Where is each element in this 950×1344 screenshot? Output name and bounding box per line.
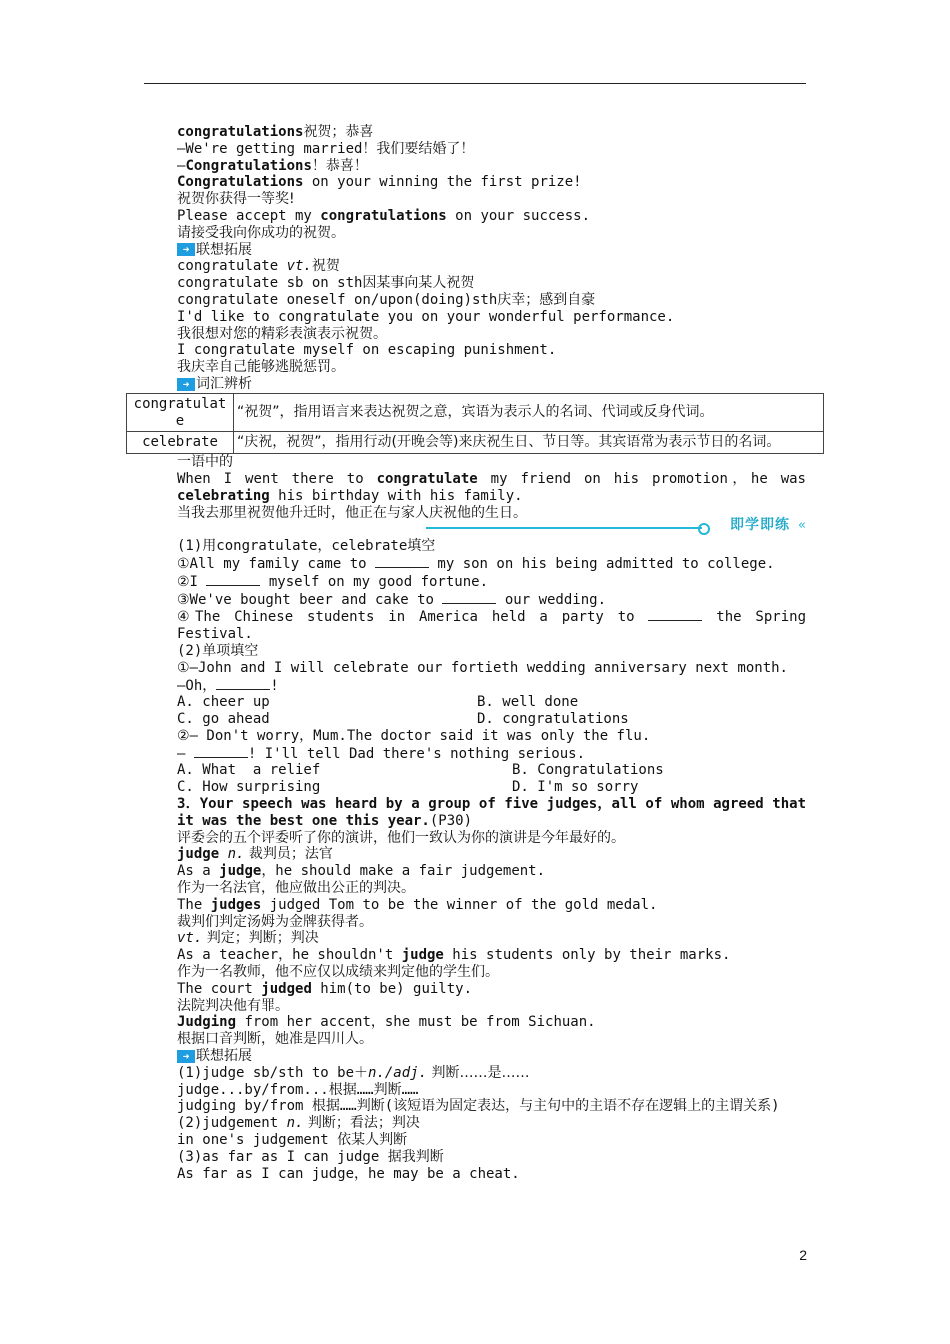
line: 一语中的 [177,454,233,471]
text: my friend on his promotion，he was [477,470,806,487]
line: congratulate sb on sth因某事向某人祝贺 [177,275,475,292]
table-cell-desc: “庆祝，祝贺”，指用行动(开晚会等)来庆祝生日、节日等。其宾语常为表示节日的名词。 [234,432,824,454]
text: (1)judge sb/sth to be＋ [177,1064,369,1081]
text: our wedding. [496,591,606,608]
options-row [144,711,806,728]
line: 请接受我向你成功的祝贺。 [177,224,345,241]
text: The court [177,980,262,997]
option: D. I'm so sorry [512,779,639,796]
pos: n. [286,1115,304,1132]
text: As a teacher，he shouldn't [177,947,402,964]
text: judged Tom to be the winner of the gold medal. [261,896,658,913]
line [144,930,806,947]
answer-blank [648,608,702,621]
option: D. congratulations [477,711,629,728]
keyword: Congratulations [177,174,304,191]
section-title: 词汇辨析 [196,375,252,392]
text: When I went there to [177,470,377,487]
keyword: Judging [177,1014,237,1031]
line [144,174,806,191]
keyword: celebrating [177,487,270,504]
banner-line [426,527,702,529]
keyword: judge [219,863,262,880]
dash: — [177,157,186,174]
line: 我很想对您的精彩表演表示祝贺。 [177,325,387,342]
line [144,591,806,609]
text: ，he should make a fair judgement. [261,863,546,880]
text: on your winning the first prize! [303,174,582,191]
text: ②I [177,573,207,590]
option: C. How surprising [177,779,321,796]
text: ! I'll tell Dad there's nothing serious. [247,745,586,762]
table-cell-word: congratulate [127,393,234,432]
extension-header [144,242,806,259]
line: 当我去那里祝贺他升迁时，他正在与家人庆祝他的生日。 [177,504,527,521]
pos: vt. [177,930,203,947]
text: him(to be) guilty. [311,980,473,997]
line [144,258,806,275]
paragraph [144,471,806,505]
keyword: judged [261,980,312,997]
answer-blank [194,745,248,758]
answer-blank [216,677,270,690]
line [144,947,806,964]
page-content [133,124,806,1182]
arrow-right-icon: ➜ [177,1050,195,1063]
text: ④The Chinese students in America held a party to [177,609,649,626]
option: A. cheer up [177,694,270,711]
circle-icon [698,523,710,535]
line [144,1014,806,1031]
line [144,745,806,763]
comparison-table [126,393,824,454]
text: myself on my good fortune. [260,573,488,590]
number: 3． [177,796,200,813]
answer-blank [206,573,260,586]
key-sentence: Your speech was heard by a group of five judges，all of whom agreed that it was the best one this year. [177,796,806,829]
text: ①All my family came to [177,555,375,572]
page-number: 2 [799,1247,807,1263]
meaning: 判断……是…… [427,1064,530,1081]
line: —We're getting married！我们要结婚了！ [177,140,475,157]
line: 裁判们判定汤姆为金牌获得者。 [177,913,373,930]
table-row [127,393,824,432]
line: ①—John and I will celebrate our fortieth wedding anniversary next month. [177,659,788,676]
section-title: 联想拓展 [196,1048,252,1065]
line: 作为一名法官，他应做出公正的判决。 [177,880,415,897]
text: my son on his being admitted to college. [428,555,775,572]
keyword: judges [210,896,262,913]
line: (2)单项填空 [177,642,259,659]
pos: vt. [286,258,312,275]
table-cell-desc: “祝贺”，指用语言来表达祝贺之意，宾语为表示人的名词、代词或反身代词。 [234,393,824,432]
text: from her accent，she must be from Sichuan. [236,1014,596,1031]
text: —Oh， [177,677,217,694]
option: C. go ahead [177,711,270,728]
meaning: 判断；看法；判决 [303,1115,420,1132]
meaning: 裁判员；法官 [244,846,333,863]
keyword: congratulate [376,470,478,487]
answer-blank [442,591,496,604]
text: his students only by their marks. [443,947,731,964]
text: (2)judgement [177,1115,287,1132]
line: 作为一名教师，他不应仅以成绩来判定他的学生们。 [177,964,499,981]
section-heading [144,796,806,830]
text: congratulate [177,258,287,275]
paragraph [144,608,806,643]
options-row [144,694,806,711]
line [144,677,806,695]
option: B. Congratulations [512,762,664,779]
headword: congratulations [177,124,304,140]
arrow-right-icon: ➜ [177,378,195,391]
text: The [177,896,211,913]
keyword: congratulations [320,207,447,224]
pos: n./adj. [368,1064,428,1081]
options-row [144,762,806,779]
line: 法院判决他有罪。 [177,997,289,1014]
vocab-header [144,376,806,393]
line [144,981,806,998]
line: 评委会的五个评委听了你的演讲，他们一致认为你的演讲是今年最好的。 [177,829,625,846]
line: congratulate oneself on/upon(doing)sth庆幸；感到自豪 [177,291,596,308]
line: ②— Don't worry，Mum.The doctor said it was only the flu. [177,727,651,744]
line [144,897,806,914]
header-rule [144,83,806,84]
text: As a [177,863,220,880]
line [144,1115,806,1132]
section-title: 联想拓展 [196,241,252,258]
practice-label: 即学即练 [730,517,790,534]
line: As far as I can judge，he may be a cheat. [177,1165,520,1182]
keyword: Congratulations [185,157,312,174]
line: judge...by/from...根据……判断…… [177,1081,419,1098]
text: ！恭喜！ [311,157,368,174]
paragraph: judging by/from 根据……判断(该短语为固定表达，与主句中的主语不存在逻辑上的主谓关系) [177,1098,780,1115]
line [144,1065,806,1082]
meaning: 祝贺；恭喜 [303,124,374,140]
headword: judge [177,846,220,863]
answer-blank [375,555,429,568]
text: his birthday with his family. [269,487,523,504]
text: on your success. [446,207,591,224]
line [144,846,806,863]
keyword: judge [401,947,444,964]
line: (3)as far as I can judge 据我判断 [177,1148,444,1165]
line: in one's judgement 依某人判断 [177,1132,408,1149]
line [144,863,806,880]
meaning: 祝贺 [311,258,340,275]
line [144,158,806,175]
line: 根据口音判断，她准是四川人。 [177,1031,373,1048]
line: (1)用congratulate，celebrate填空 [177,538,436,555]
option: B. well done [477,694,579,711]
line [144,208,806,225]
practice-banner [144,517,806,538]
text: — [177,745,194,762]
line: I congratulate myself on escaping punishment. [177,342,557,359]
text: ! [270,677,279,694]
options-row [144,779,806,796]
line: 祝贺你获得一等奖! [177,191,295,208]
text: Please accept my [177,207,321,224]
text: ③We've bought beer and cake to [177,591,443,608]
meaning: 判定；判断；判决 [202,930,319,947]
line: 我庆幸自己能够逃脱惩罚。 [177,359,345,376]
line [144,124,806,141]
chevron-left-icon: « [798,518,806,534]
arrow-right-icon: ➜ [177,243,195,256]
table-row [127,432,824,454]
text: the Spring Festival. [177,609,806,643]
line: I'd like to congratulate you on your wonderful performance. [177,308,675,325]
page-ref: (P30) [429,812,473,829]
line [144,555,806,573]
option: A. What a relief [177,762,321,779]
table-cell-word: celebrate [127,432,234,454]
extension-header [144,1048,806,1065]
pos: n. [219,846,245,863]
line [144,573,806,591]
